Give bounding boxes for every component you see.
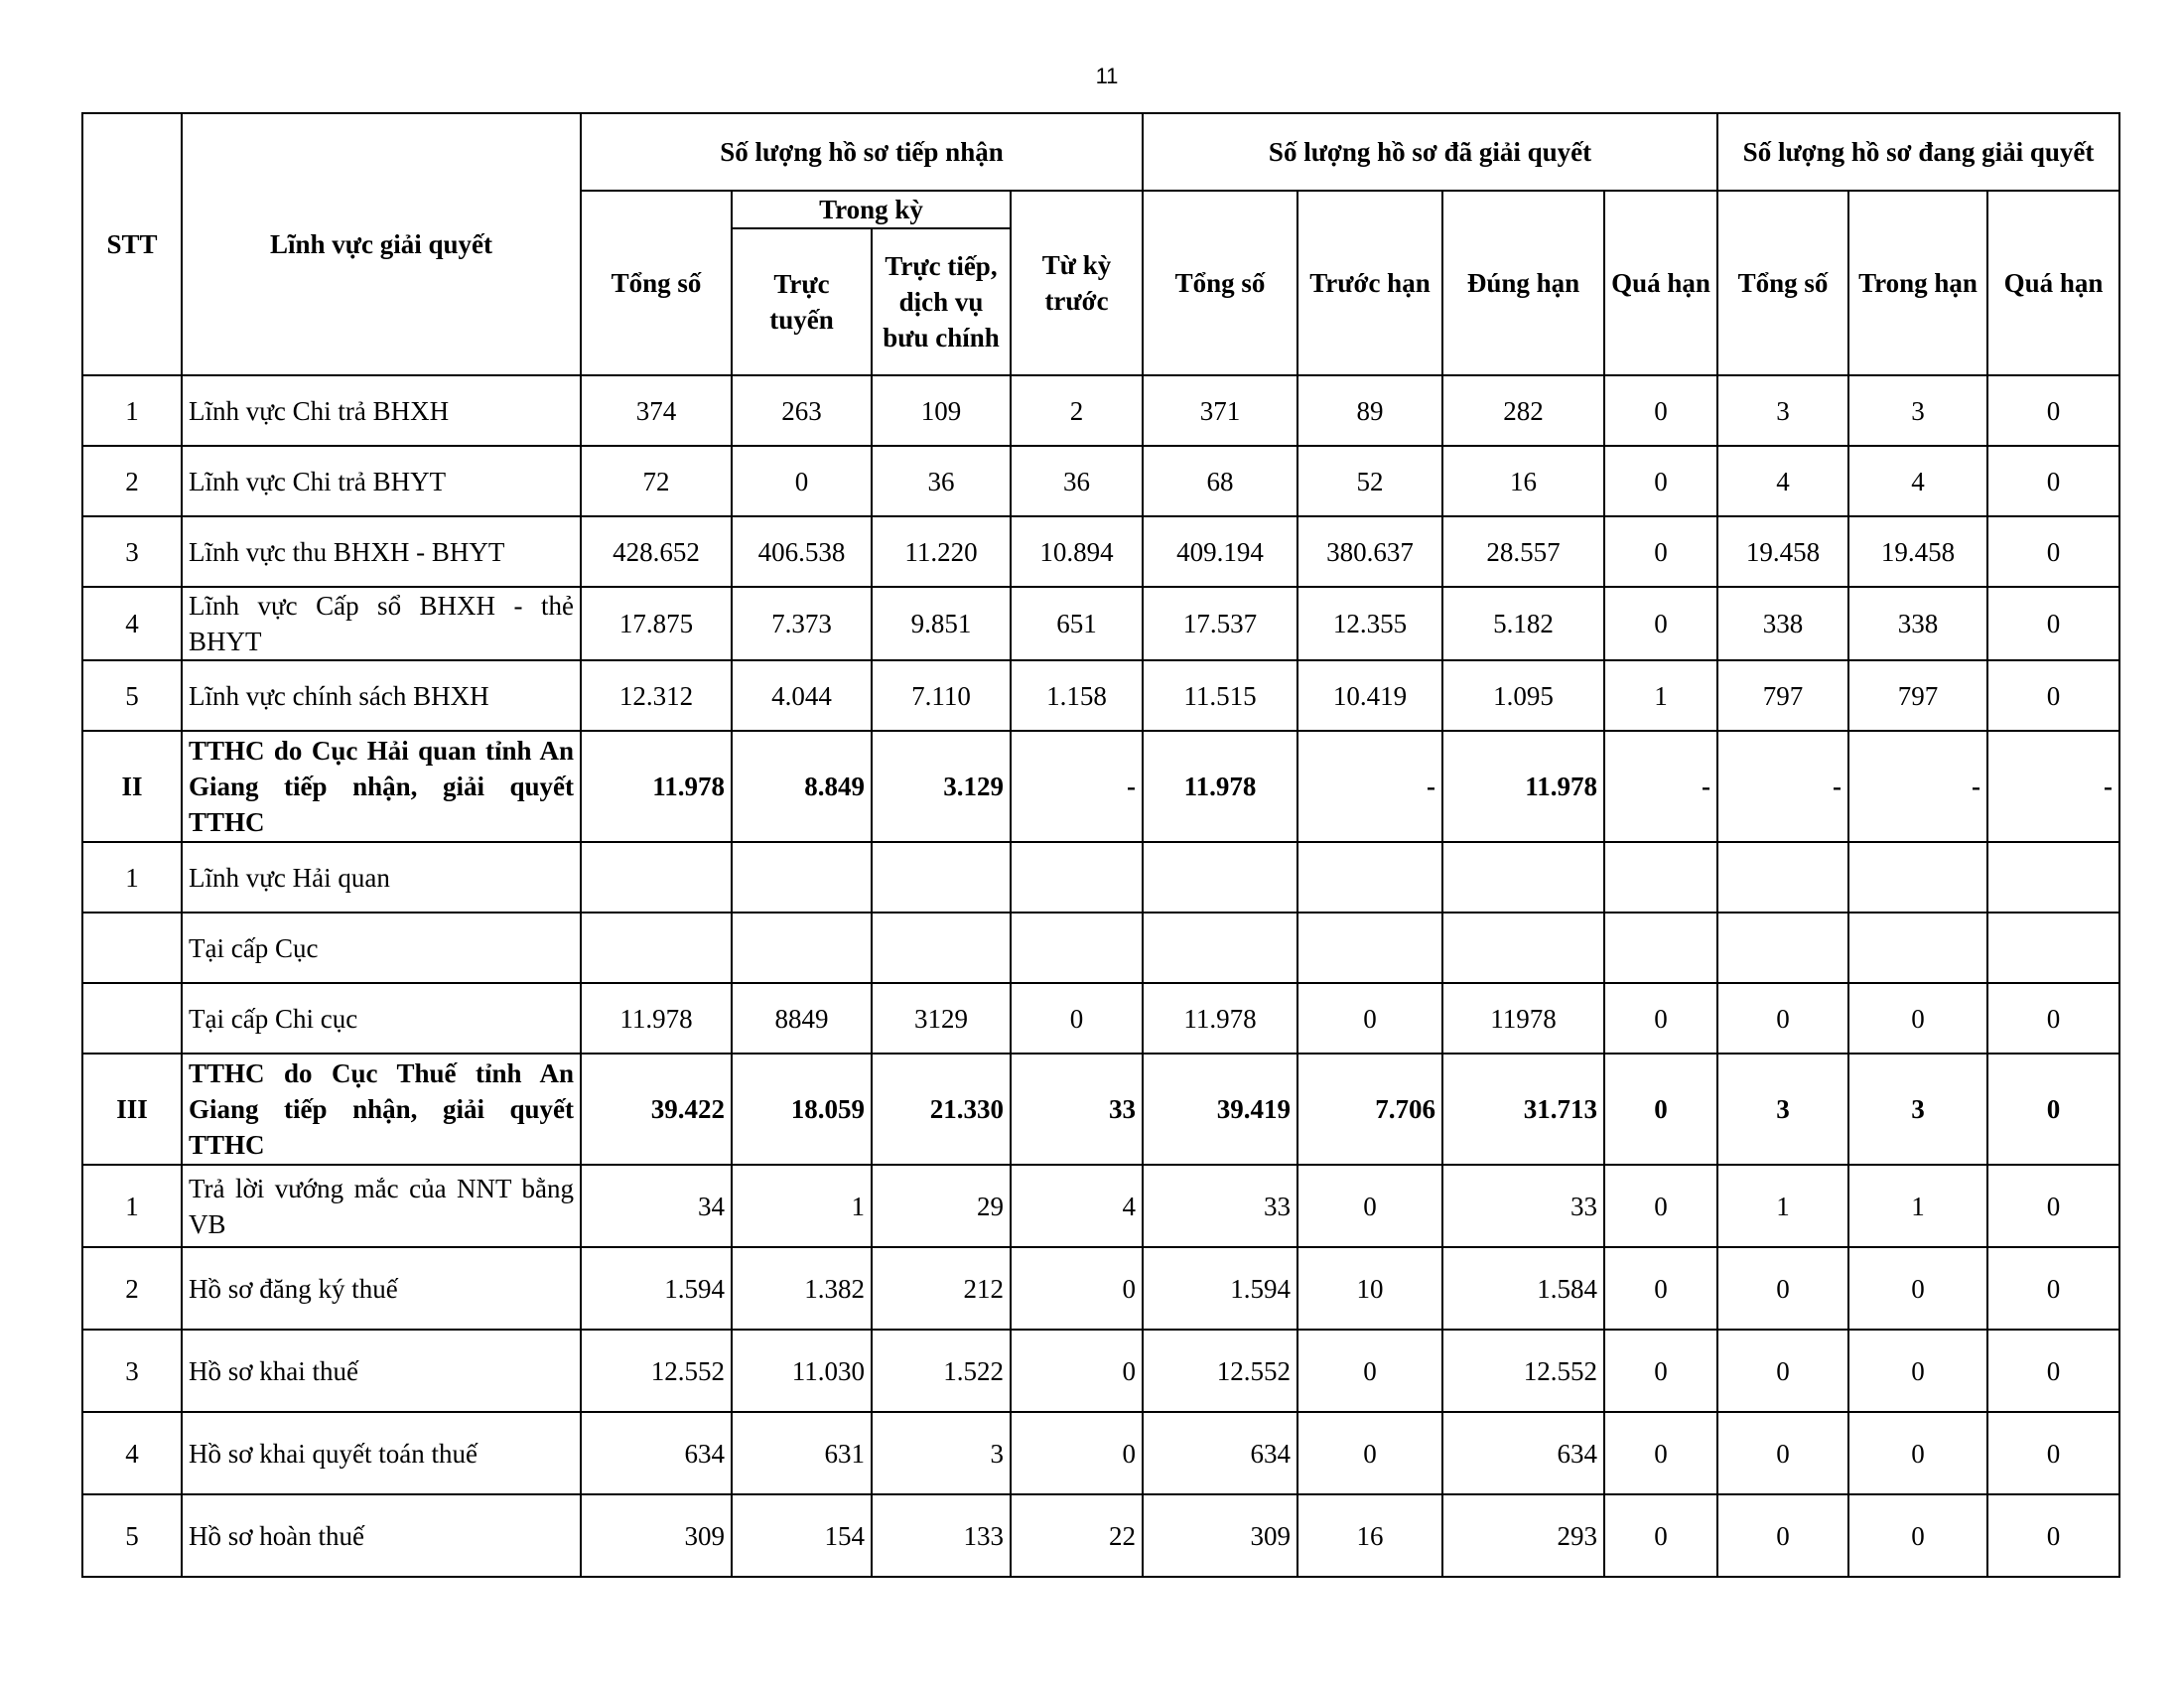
row-value: 0 — [1717, 1330, 1848, 1412]
table-row — [82, 516, 2119, 587]
table-row — [82, 913, 2119, 983]
row-value: 631 — [732, 1412, 872, 1494]
row-value: 0 — [1717, 1412, 1848, 1494]
row-value: 10.894 — [1011, 516, 1143, 587]
row-stt — [82, 913, 182, 983]
row-value: 36 — [1011, 446, 1143, 516]
row-value: 1.095 — [1442, 660, 1604, 731]
row-value: 9.851 — [872, 587, 1011, 660]
row-value: 7.706 — [1297, 1054, 1442, 1165]
row-value: 634 — [581, 1412, 732, 1494]
row-field-name: Lĩnh vực Chi trả BHYT — [182, 446, 581, 516]
row-stt — [82, 983, 182, 1054]
row-value — [1717, 913, 1848, 983]
stt-header: STT — [82, 113, 182, 375]
field-header: Lĩnh vực giải quyết — [182, 113, 581, 375]
row-value: 0 — [1011, 983, 1143, 1054]
row-value: 0 — [1717, 1494, 1848, 1577]
row-field-name: Lĩnh vực Hải quan — [182, 842, 581, 913]
row-value: 0 — [1297, 1330, 1442, 1412]
row-value: 72 — [581, 446, 732, 516]
row-field-name: TTHC do Cục Thuế tỉnh An Giang tiếp nhận, giải quyết TTHC — [182, 1054, 581, 1165]
table-row — [82, 1494, 2119, 1577]
row-value: 11.978 — [1143, 983, 1297, 1054]
row-value: 52 — [1297, 446, 1442, 516]
resolved-total-header: Tổng số — [1143, 191, 1297, 375]
table-row — [82, 1054, 2119, 1165]
row-value: 4 — [1011, 1165, 1143, 1247]
row-value — [872, 842, 1011, 913]
row-value: 0 — [1987, 1330, 2119, 1412]
row-value: 11.978 — [581, 731, 732, 842]
row-field-name: Lĩnh vực thu BHXH - BHYT — [182, 516, 581, 587]
row-value: 212 — [872, 1247, 1011, 1330]
row-value: 0 — [1604, 983, 1717, 1054]
statistics-table — [81, 112, 2120, 1578]
row-value: 0 — [1604, 516, 1717, 587]
row-stt: 5 — [82, 660, 182, 731]
row-value: 0 — [1011, 1330, 1143, 1412]
row-value — [1604, 842, 1717, 913]
row-value: - — [1717, 731, 1848, 842]
row-value — [1442, 842, 1604, 913]
row-value: 380.637 — [1297, 516, 1442, 587]
row-value: 3 — [1848, 375, 1987, 446]
row-value: 3 — [1717, 1054, 1848, 1165]
row-stt: 2 — [82, 1247, 182, 1330]
row-value: 0 — [1848, 1247, 1987, 1330]
row-field-name: Tại cấp Chi cục — [182, 983, 581, 1054]
row-value — [732, 842, 872, 913]
row-value: 12.355 — [1297, 587, 1442, 660]
row-field-name: Hồ sơ hoàn thuế — [182, 1494, 581, 1577]
on-time-header: Đúng hạn — [1442, 191, 1604, 375]
row-value: 0 — [1717, 1247, 1848, 1330]
row-value: 31.713 — [1442, 1054, 1604, 1165]
row-field-name: Hồ sơ khai quyết toán thuế — [182, 1412, 581, 1494]
row-value: 4.044 — [732, 660, 872, 731]
row-value: 1 — [732, 1165, 872, 1247]
row-value: 29 — [872, 1165, 1011, 1247]
row-value: 21.330 — [872, 1054, 1011, 1165]
row-value: 338 — [1848, 587, 1987, 660]
table-row — [82, 731, 2119, 842]
row-value: 1.594 — [1143, 1247, 1297, 1330]
row-stt: III — [82, 1054, 182, 1165]
row-value: 8.849 — [732, 731, 872, 842]
row-value — [581, 842, 732, 913]
row-value: 11.220 — [872, 516, 1011, 587]
row-stt: 1 — [82, 375, 182, 446]
before-deadline-header: Trước hạn — [1297, 191, 1442, 375]
row-value: 11.978 — [581, 983, 732, 1054]
pending-total-header: Tổng số — [1717, 191, 1848, 375]
page-number: 11 — [1095, 64, 1119, 88]
row-value: 282 — [1442, 375, 1604, 446]
row-value: 33 — [1011, 1054, 1143, 1165]
row-value — [1297, 842, 1442, 913]
row-value: 16 — [1297, 1494, 1442, 1577]
row-value: 11.515 — [1143, 660, 1297, 731]
row-value: - — [1987, 731, 2119, 842]
table-row — [82, 1412, 2119, 1494]
row-value: 371 — [1143, 375, 1297, 446]
row-value — [1848, 913, 1987, 983]
row-stt: 4 — [82, 1412, 182, 1494]
row-value: 34 — [581, 1165, 732, 1247]
row-value: - — [1604, 731, 1717, 842]
row-value — [1848, 842, 1987, 913]
row-value: 0 — [1297, 983, 1442, 1054]
row-value: 0 — [1987, 375, 2119, 446]
row-value: 374 — [581, 375, 732, 446]
row-value: 1 — [1604, 660, 1717, 731]
row-value: 17.875 — [581, 587, 732, 660]
row-value: - — [1011, 731, 1143, 842]
row-value: - — [1297, 731, 1442, 842]
row-value: 0 — [1011, 1412, 1143, 1494]
row-value: 0 — [1011, 1247, 1143, 1330]
row-field-name: TTHC do Cục Hải quan tỉnh An Giang tiếp nhận, giải quyết TTHC — [182, 731, 581, 842]
row-value: 0 — [1297, 1165, 1442, 1247]
row-value: - — [1848, 731, 1987, 842]
previous-period-header: Từ kỳ trước — [1011, 191, 1143, 375]
row-field-name: Trả lời vướng mắc của NNT bằng VB — [182, 1165, 581, 1247]
row-value: 338 — [1717, 587, 1848, 660]
row-value: 3 — [1717, 375, 1848, 446]
row-value: 406.538 — [732, 516, 872, 587]
row-value: 0 — [1717, 983, 1848, 1054]
row-value — [1143, 913, 1297, 983]
row-value: 3 — [1848, 1054, 1987, 1165]
row-value: 797 — [1717, 660, 1848, 731]
row-value: 11.030 — [732, 1330, 872, 1412]
table-row — [82, 446, 2119, 516]
row-value: 3 — [872, 1412, 1011, 1494]
received-total-header: Tổng số — [581, 191, 732, 375]
row-value: 0 — [1987, 1247, 2119, 1330]
row-stt: 2 — [82, 446, 182, 516]
row-value: 7.373 — [732, 587, 872, 660]
row-value: 154 — [732, 1494, 872, 1577]
overdue-resolved-header: Quá hạn — [1604, 191, 1717, 375]
row-value: 0 — [1604, 375, 1717, 446]
row-field-name: Lĩnh vực Cấp sổ BHXH - thẻ BHYT — [182, 587, 581, 660]
row-value: 8849 — [732, 983, 872, 1054]
row-value: 0 — [1987, 660, 2119, 731]
row-value: 68 — [1143, 446, 1297, 516]
row-value: 0 — [1987, 446, 2119, 516]
row-value: 0 — [1987, 516, 2119, 587]
row-value: 11.978 — [1143, 731, 1297, 842]
row-value — [1442, 913, 1604, 983]
row-field-name: Hồ sơ khai thuế — [182, 1330, 581, 1412]
row-value: 10.419 — [1297, 660, 1442, 731]
row-value: 39.422 — [581, 1054, 732, 1165]
row-value: 0 — [1297, 1412, 1442, 1494]
row-value: 1 — [1848, 1165, 1987, 1247]
row-value: 309 — [581, 1494, 732, 1577]
row-value: 11978 — [1442, 983, 1604, 1054]
row-value: 1.522 — [872, 1330, 1011, 1412]
row-value: 0 — [1604, 1412, 1717, 1494]
row-value: 0 — [1604, 1247, 1717, 1330]
table-row — [82, 660, 2119, 731]
row-value: 0 — [1987, 1412, 2119, 1494]
row-value: 634 — [1143, 1412, 1297, 1494]
row-value: 3129 — [872, 983, 1011, 1054]
table-row — [82, 375, 2119, 446]
row-value: 22 — [1011, 1494, 1143, 1577]
row-stt: 4 — [82, 587, 182, 660]
direct-postal-header: Trực tiếp, dịch vụ bưu chính — [872, 228, 1011, 375]
row-value: 263 — [732, 375, 872, 446]
table-row — [82, 842, 2119, 913]
row-value — [1604, 913, 1717, 983]
row-value: 0 — [732, 446, 872, 516]
row-value: 1.382 — [732, 1247, 872, 1330]
row-value: 309 — [1143, 1494, 1297, 1577]
row-value: 33 — [1442, 1165, 1604, 1247]
row-stt: 3 — [82, 516, 182, 587]
row-value — [1717, 842, 1848, 913]
row-value: 10 — [1297, 1247, 1442, 1330]
row-value: 0 — [1987, 983, 2119, 1054]
row-value: 651 — [1011, 587, 1143, 660]
row-stt: II — [82, 731, 182, 842]
row-field-name: Tại cấp Cục — [182, 913, 581, 983]
row-value: 5.182 — [1442, 587, 1604, 660]
row-value: 109 — [872, 375, 1011, 446]
row-value: 0 — [1848, 1412, 1987, 1494]
row-value: 0 — [1987, 1494, 2119, 1577]
row-value: 16 — [1442, 446, 1604, 516]
row-value: 293 — [1442, 1494, 1604, 1577]
row-value — [872, 913, 1011, 983]
row-value: 12.552 — [581, 1330, 732, 1412]
row-value: 0 — [1604, 587, 1717, 660]
row-value: 33 — [1143, 1165, 1297, 1247]
row-value — [1297, 913, 1442, 983]
row-value: 1.158 — [1011, 660, 1143, 731]
row-field-name: Lĩnh vực chính sách BHXH — [182, 660, 581, 731]
row-value: 0 — [1604, 1494, 1717, 1577]
row-value: 0 — [1848, 1330, 1987, 1412]
row-value — [1987, 842, 2119, 913]
row-value: 0 — [1604, 1054, 1717, 1165]
row-value: 409.194 — [1143, 516, 1297, 587]
row-stt: 1 — [82, 842, 182, 913]
row-value — [1011, 913, 1143, 983]
table-row — [82, 587, 2119, 660]
row-field-name: Lĩnh vực Chi trả BHXH — [182, 375, 581, 446]
row-field-name: Hồ sơ đăng ký thuế — [182, 1247, 581, 1330]
row-value: 0 — [1848, 983, 1987, 1054]
row-value: 797 — [1848, 660, 1987, 731]
row-value: 18.059 — [732, 1054, 872, 1165]
row-value: 12.312 — [581, 660, 732, 731]
pending-header: Số lượng hồ sơ đang giải quyết — [1717, 113, 2119, 191]
table-row — [82, 1247, 2119, 1330]
row-value: 0 — [1987, 587, 2119, 660]
overdue-pending-header: Quá hạn — [1987, 191, 2119, 375]
row-value: 89 — [1297, 375, 1442, 446]
row-value: 1.594 — [581, 1247, 732, 1330]
row-stt: 1 — [82, 1165, 182, 1247]
row-stt: 5 — [82, 1494, 182, 1577]
row-value: 4 — [1717, 446, 1848, 516]
row-value: 36 — [872, 446, 1011, 516]
row-value — [1987, 913, 2119, 983]
row-value: 0 — [1987, 1165, 2119, 1247]
row-value: 0 — [1848, 1494, 1987, 1577]
row-value: 2 — [1011, 375, 1143, 446]
row-value: 0 — [1987, 1054, 2119, 1165]
row-value — [1011, 842, 1143, 913]
row-stt: 3 — [82, 1330, 182, 1412]
row-value — [581, 913, 732, 983]
row-value — [1143, 842, 1297, 913]
resolved-header: Số lượng hồ sơ đã giải quyết — [1143, 113, 1717, 191]
row-value: 39.419 — [1143, 1054, 1297, 1165]
online-header: Trực tuyến — [732, 228, 872, 375]
in-period-header: Trong kỳ — [732, 191, 1011, 228]
row-value: 28.557 — [1442, 516, 1604, 587]
table-row — [82, 1165, 2119, 1247]
table-row — [82, 1330, 2119, 1412]
received-header: Số lượng hồ sơ tiếp nhận — [581, 113, 1143, 191]
row-value: 1 — [1717, 1165, 1848, 1247]
row-value: 11.978 — [1442, 731, 1604, 842]
row-value: 19.458 — [1717, 516, 1848, 587]
row-value: 19.458 — [1848, 516, 1987, 587]
row-value: 17.537 — [1143, 587, 1297, 660]
row-value: 12.552 — [1143, 1330, 1297, 1412]
row-value: 0 — [1604, 1330, 1717, 1412]
row-value: 4 — [1848, 446, 1987, 516]
row-value: 428.652 — [581, 516, 732, 587]
row-value: 0 — [1604, 446, 1717, 516]
row-value: 1.584 — [1442, 1247, 1604, 1330]
row-value: 0 — [1604, 1165, 1717, 1247]
row-value: 634 — [1442, 1412, 1604, 1494]
row-value: 12.552 — [1442, 1330, 1604, 1412]
row-value: 7.110 — [872, 660, 1011, 731]
table-row — [82, 983, 2119, 1054]
within-deadline-header: Trong hạn — [1848, 191, 1987, 375]
row-value: 133 — [872, 1494, 1011, 1577]
row-value — [732, 913, 872, 983]
row-value: 3.129 — [872, 731, 1011, 842]
